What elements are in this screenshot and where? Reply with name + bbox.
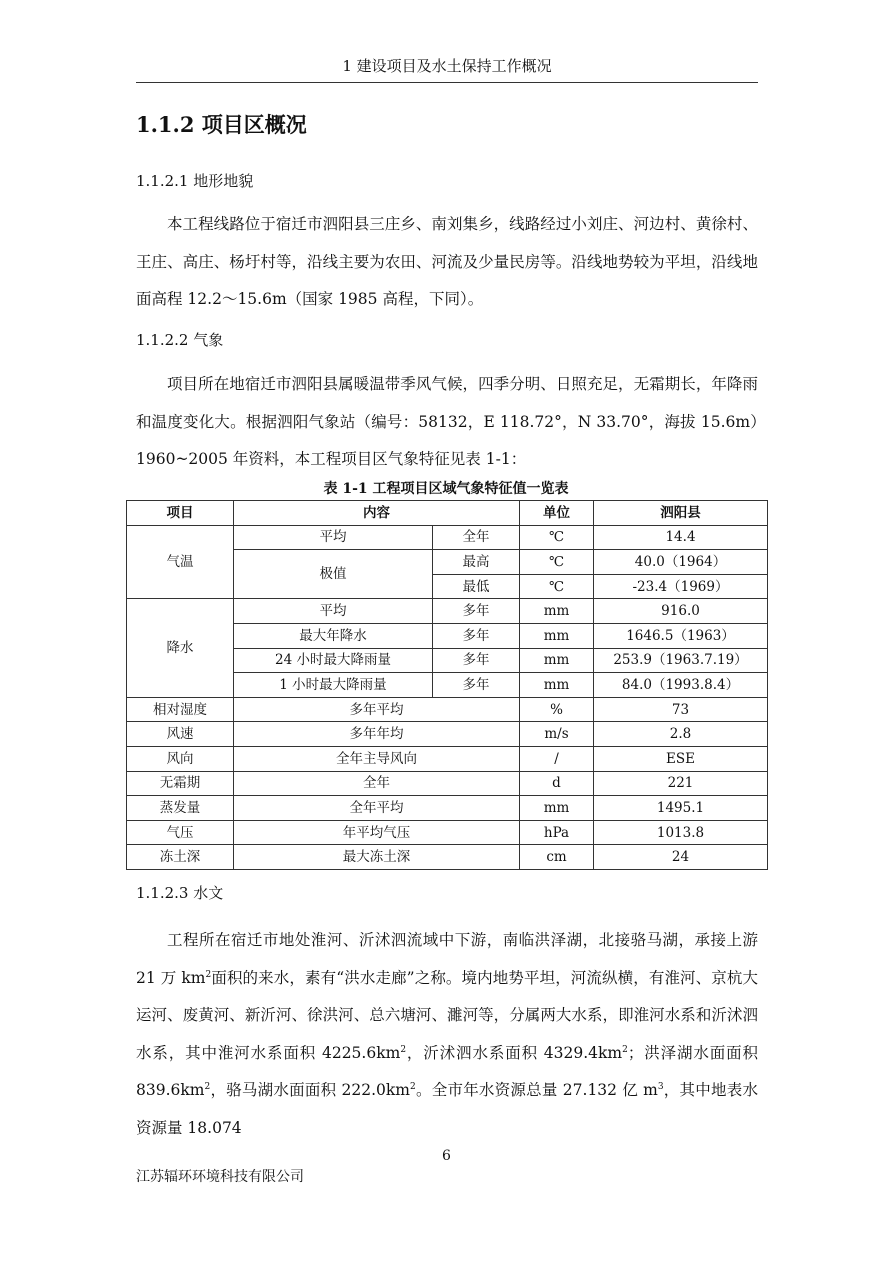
cell-content-extreme: 极值 (234, 550, 433, 599)
table-row (127, 722, 768, 747)
cell-value: 73 (594, 697, 768, 722)
cell-period: 多年 (433, 623, 520, 648)
cell-value: 1495.1 (594, 796, 768, 821)
table-row (127, 796, 768, 821)
cell-unit: / (520, 746, 594, 771)
cell-content: 最大冻土深 (234, 845, 520, 870)
running-header: 1 建设项目及水土保持工作概况 (342, 57, 552, 75)
cell-value: 1646.5（1963） (594, 623, 768, 648)
cell-value: -23.4（1969） (594, 574, 768, 599)
cell-unit: mm (520, 648, 594, 673)
cell-content: 最大年降水 (234, 623, 433, 648)
cell-content: 全年主导风向 (234, 746, 520, 771)
cell-period: 多年 (433, 673, 520, 698)
header-content: 内容 (234, 501, 520, 526)
cell-value: 2.8 (594, 722, 768, 747)
cell-unit: hPa (520, 820, 594, 845)
table-row (127, 746, 768, 771)
cell-content: 全年平均 (234, 796, 520, 821)
cell-value: ESE (594, 746, 768, 771)
cell-item: 无霜期 (127, 771, 234, 796)
table-row (127, 525, 768, 550)
cell-unit: mm (520, 599, 594, 624)
cell-value: 253.9（1963.7.19） (594, 648, 768, 673)
hydrology-text-5: ，骆马湖水面面积 222.0km (210, 1081, 410, 1099)
table-row (127, 771, 768, 796)
cell-period: 多年 (433, 599, 520, 624)
hydrology-text-7: ，其中地表水资源量 18.074 (136, 1081, 758, 1137)
cell-item: 气压 (127, 820, 234, 845)
cell-content: 多年平均 (234, 697, 520, 722)
cell-unit: m/s (520, 722, 594, 747)
cell-unit: % (520, 697, 594, 722)
superscript: 3 (657, 1081, 664, 1092)
cell-item: 冻土深 (127, 845, 234, 870)
hydrology-text-6: 。全市年水资源总量 27.132 亿 m (415, 1081, 658, 1099)
header-rule (136, 82, 758, 83)
superscript: 2 (410, 1081, 416, 1092)
cell-unit: ℃ (520, 574, 594, 599)
cell-value: 916.0 (594, 599, 768, 624)
section-title: 1.1.2 项目区概况 (136, 112, 307, 137)
paragraph-hydrology (136, 922, 758, 1147)
cell-value: 40.0（1964） (594, 550, 768, 575)
subsection-heading-hydrology: 1.1.2.3 水文 (136, 884, 224, 902)
table-header-row (127, 501, 768, 526)
climate-table (126, 500, 768, 870)
cell-period: 最高 (433, 550, 520, 575)
cell-value: 24 (594, 845, 768, 870)
cell-unit: d (520, 771, 594, 796)
table-row (127, 820, 768, 845)
cell-value: 1013.8 (594, 820, 768, 845)
subsection-heading-terrain: 1.1.2.1 地形地貌 (136, 172, 254, 190)
footer-company: 江苏辐环环境科技有限公司 (136, 1169, 304, 1185)
hydrology-text-1: 工程所在宿迁市地处淮河、沂沭泗流域中下游，南临洪泽湖，北接骆马湖，承接上游 21 万 km (136, 931, 758, 987)
cell-content: 全年 (234, 771, 520, 796)
cell-period: 全年 (433, 525, 520, 550)
cell-unit: mm (520, 673, 594, 698)
table-caption: 表 1-1 工程项目区域气象特征值一览表 (323, 481, 569, 497)
cell-unit: ℃ (520, 525, 594, 550)
row-label-temperature: 气温 (127, 525, 234, 599)
hydrology-text-2: 面积的来水，素有“洪水走廊”之称。境内地势平坦，河流纵横，有淮河、京杭大运河、废黄河、新沂河、徐洪河、总六塘河、濉河等，分属两大水系，即淮河水系和沂沭泗水系，其中淮河水系面积 4225.6km (136, 968, 758, 1062)
cell-unit: cm (520, 845, 594, 870)
superscript: 2 (622, 1044, 628, 1055)
cell-content: 平均 (234, 599, 433, 624)
cell-value: 84.0（1993.8.4） (594, 673, 768, 698)
cell-item: 风向 (127, 746, 234, 771)
cell-period: 最低 (433, 574, 520, 599)
cell-content: 24 小时最大降雨量 (234, 648, 433, 673)
header-value: 泗阳县 (594, 501, 768, 526)
cell-value: 14.4 (594, 525, 768, 550)
cell-item: 相对湿度 (127, 697, 234, 722)
paragraph-terrain: 本工程线路位于宿迁市泗阳县三庄乡、南刘集乡，线路经过小刘庄、河边村、黄徐村、王庄、高庄、杨圩村等，沿线主要为农田、河流及少量民房等。沿线地势较为平坦，沿线地面高程 12.2～15.6m（国家 1985 高程，下同）。 (136, 215, 758, 308)
table-row (127, 697, 768, 722)
page-number: 6 (442, 1148, 451, 1164)
cell-value: 221 (594, 771, 768, 796)
superscript: 2 (204, 1081, 211, 1092)
header-item: 项目 (127, 501, 234, 526)
subsection-heading-climate: 1.1.2.2 气象 (136, 331, 224, 349)
superscript: 2 (205, 969, 212, 980)
superscript: 2 (400, 1044, 407, 1055)
hydrology-text-4: ；洪泽湖水面面积 839.6km (136, 1043, 758, 1099)
table-row (127, 845, 768, 870)
header-unit: 单位 (520, 501, 594, 526)
cell-content: 多年年均 (234, 722, 520, 747)
cell-content: 年平均气压 (234, 820, 520, 845)
paragraph-climate: 项目所在地宿迁市泗阳县属暖温带季风气候，四季分明、日照充足，无霜期长，年降雨和温度变化大。根据泗阳气象站（编号：58132，E 118.72°，N 33.70°，海拔 15.6m）1960~2005 年资料，本工程项目区气象特征见表 1-1： (136, 375, 758, 468)
row-label-precipitation: 降水 (127, 599, 234, 697)
cell-unit: mm (520, 623, 594, 648)
cell-period: 多年 (433, 648, 520, 673)
hydrology-text-3: ，沂沭泗水系面积 4329.4km (406, 1043, 623, 1062)
cell-unit: mm (520, 796, 594, 821)
cell-unit: ℃ (520, 550, 594, 575)
cell-content: 1 小时最大降雨量 (234, 673, 433, 698)
cell-item: 风速 (127, 722, 234, 747)
cell-item: 蒸发量 (127, 796, 234, 821)
cell-content: 平均 (234, 525, 433, 550)
table-row (127, 599, 768, 624)
